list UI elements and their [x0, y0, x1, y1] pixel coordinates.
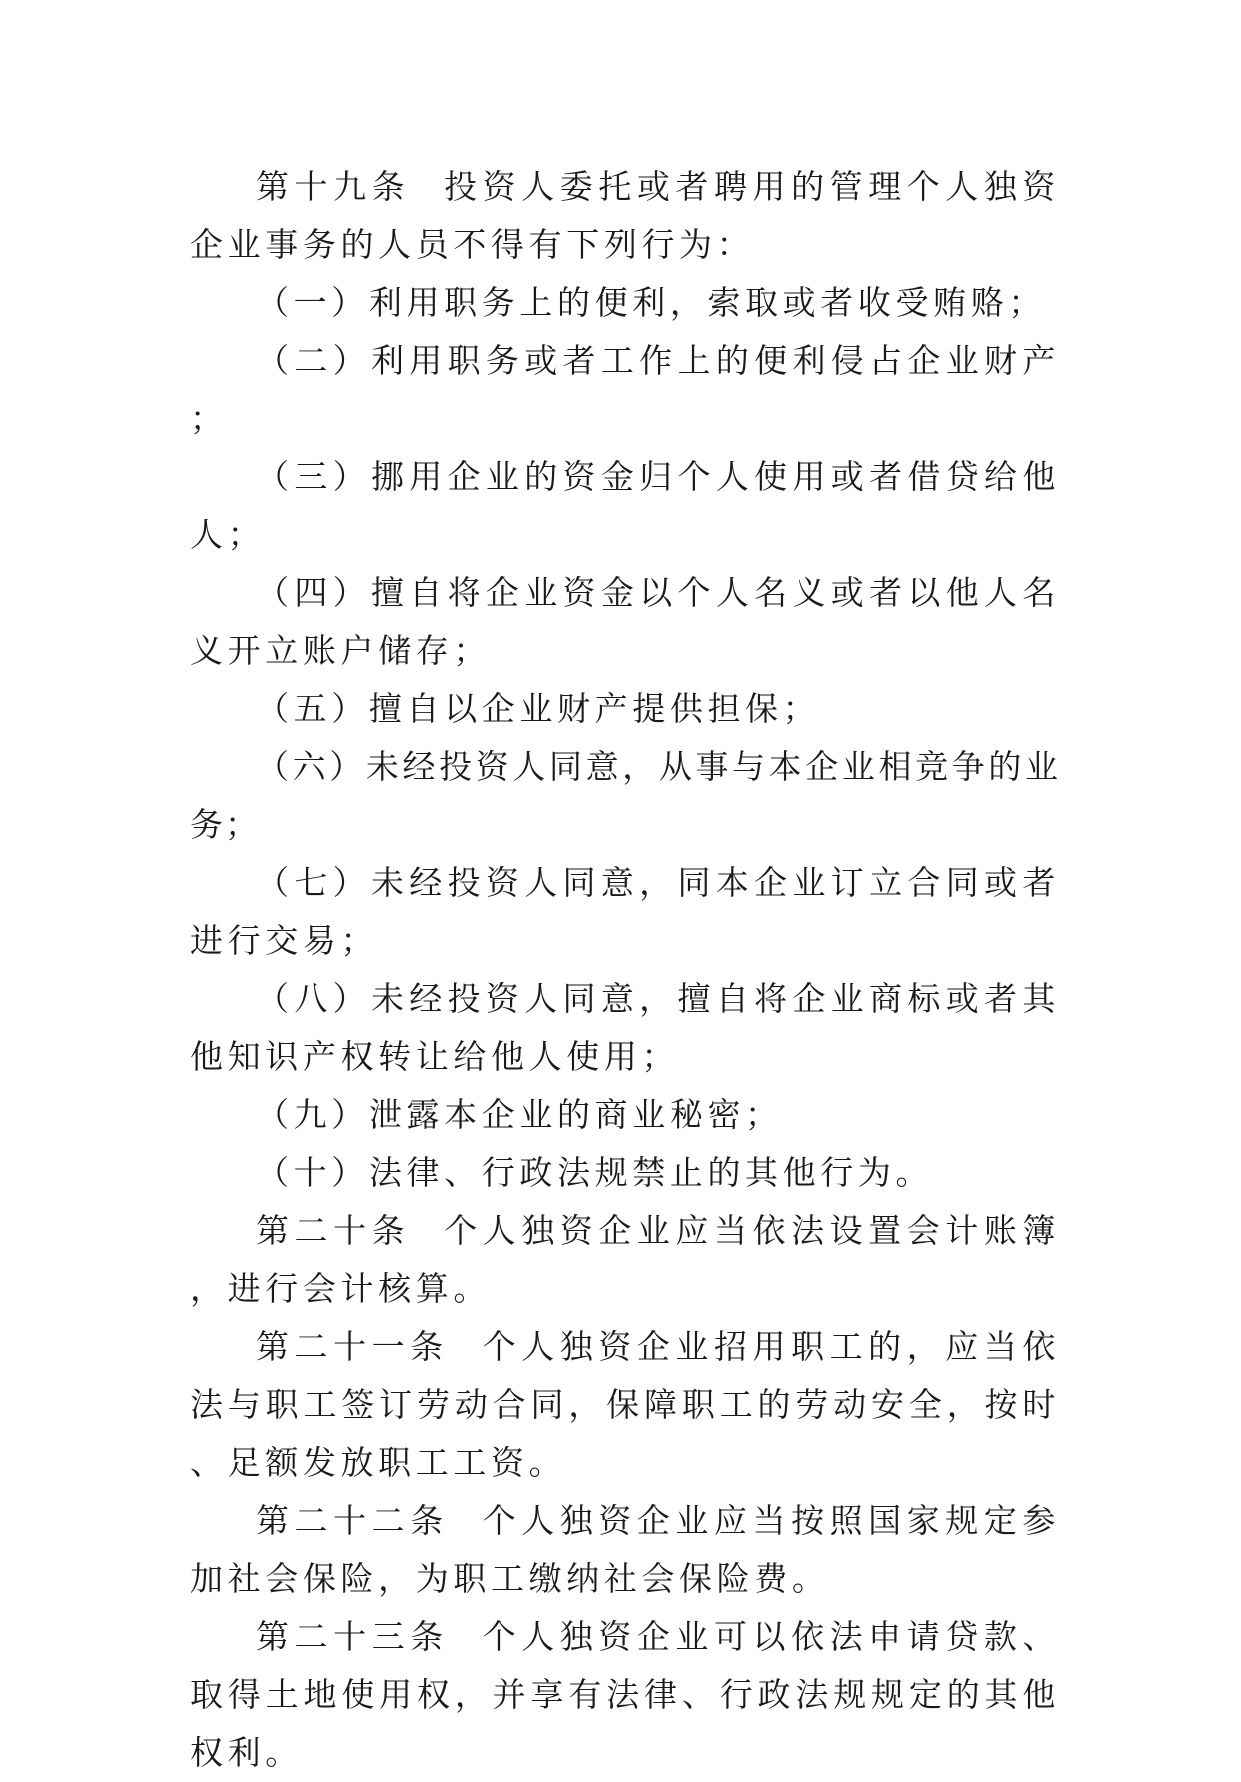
article-20-heading: 第二十条: [256, 1211, 411, 1250]
article-23-body: 个人独资企业可以依法申请贷款、取得土地使用权，并享有法律、行政法规规定的其他权利。: [190, 1617, 1060, 1772]
article-21-body: 个人独资企业招用职工的，应当依法与职工签订劳动合同，保障职工的劳动安全，按时、足额发放职工工资。: [190, 1327, 1060, 1482]
article-19-item-4: （四）擅自将企业资金以个人名义或者以他人名义开立账户储存；: [190, 573, 1060, 670]
article-19-item-7: （七）未经投资人同意，同本企业订立合同或者进行交易；: [190, 863, 1060, 960]
article-21-heading: 第二十一条: [256, 1327, 449, 1366]
article-23-heading: 第二十三条: [256, 1617, 449, 1656]
article-19-item-2: （二）利用职务或者工作上的便利侵占企业财产；: [190, 341, 1060, 438]
article-20: [190, 1202, 1060, 1318]
article-22-heading: 第二十二条: [256, 1501, 449, 1540]
article-19-body: 投资人委托或者聘用的管理个人独资企业事务的人员不得有下列行为：: [190, 167, 1060, 264]
article-20-body: 个人独资企业应当依法设置会计账簿，进行会计核算。: [190, 1211, 1060, 1308]
article-19-item-1: （一）利用职务上的便利，索取或者收受贿赂；: [256, 283, 1047, 322]
article-23: [190, 1608, 1060, 1782]
article-22: [190, 1492, 1060, 1608]
article-19-heading: 第十九条: [256, 167, 411, 206]
article-22-body: 个人独资企业应当按照国家规定参加社会保险，为职工缴纳社会保险费。: [190, 1501, 1060, 1598]
article-19-item-9: （九）泄露本企业的商业秘密；: [256, 1095, 783, 1134]
article-19-item-3: （三）挪用企业的资金归个人使用或者借贷给他人；: [190, 457, 1060, 554]
article-21: [190, 1318, 1060, 1492]
article-19-item-5: （五）擅自以企业财产提供担保；: [256, 689, 821, 728]
article-19: [190, 158, 1060, 274]
article-19-item-10: （十）法律、行政法规禁止的其他行为。: [256, 1153, 934, 1192]
article-19-item-6: （六）未经投资人同意，从事与本企业相竞争的业务；: [190, 747, 1060, 844]
document-body: [190, 158, 1060, 1782]
article-19-item-8: （八）未经投资人同意，擅自将企业商标或者其他知识产权转让给他人使用；: [190, 979, 1060, 1076]
